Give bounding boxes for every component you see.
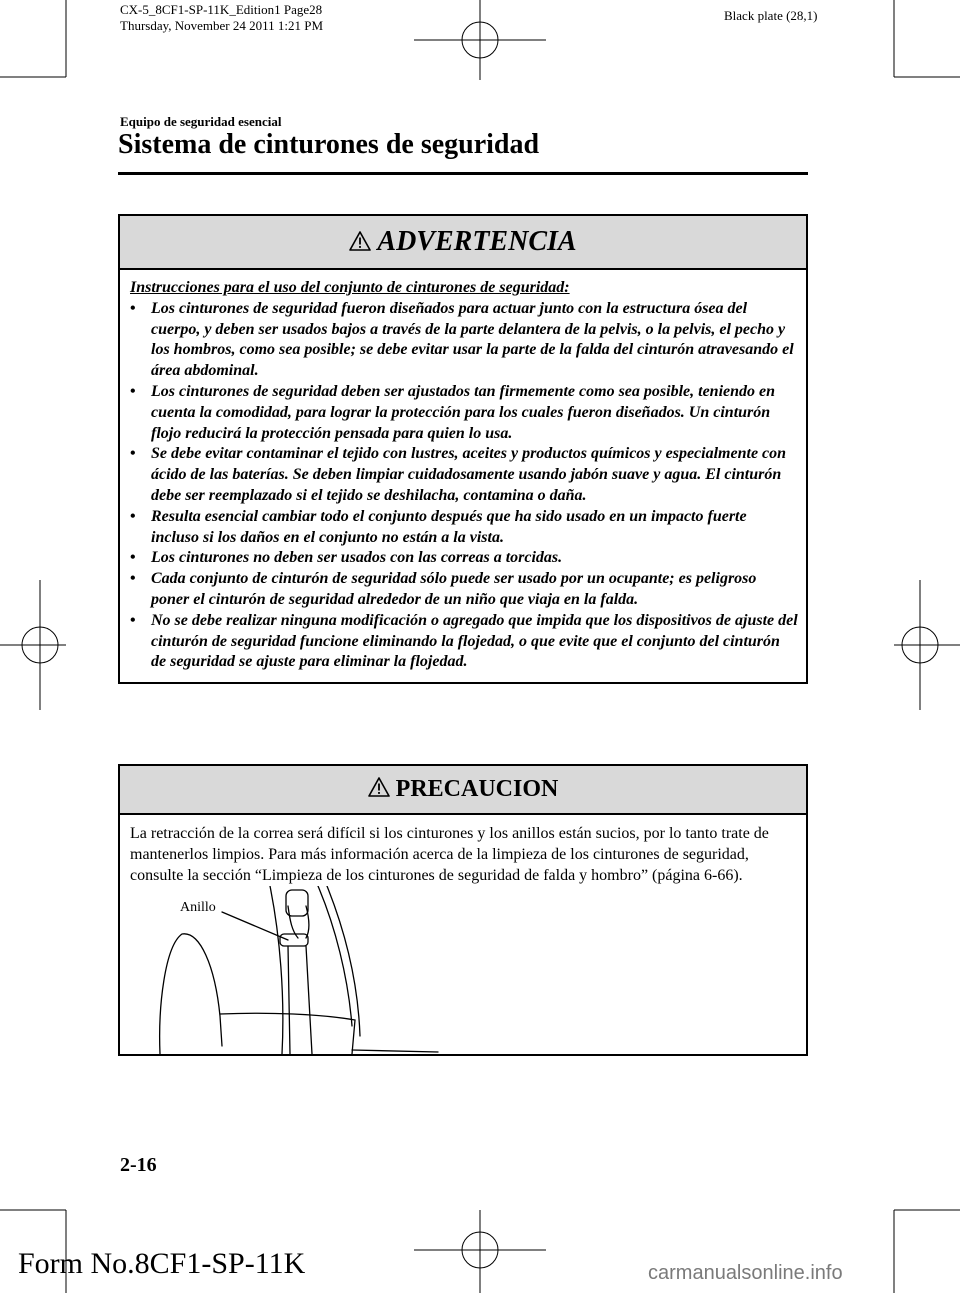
print-metadata-line1: CX-5_8CF1-SP-11K_Edition1 Page28 [120,2,323,17]
caution-text: La retracción de la correa será difícil si los cinturones y los anillos están sucios, por lo tanto trate de mantenerlos limpios. Para más información acerca de la limpieza de los cinturones de seguridad, consulte la sección “Limpieza de los cinturones de seguridad de falda y hombro” (página 6-66). [130,825,769,884]
seatbelt-ring-figure [120,886,798,1054]
figure-label: Anillo [180,900,216,916]
caution-box [118,764,808,1056]
form-number: Form No.8CF1-SP-11K [18,1247,306,1280]
caution-title: PRECAUCION [395,776,559,802]
warning-triangle-icon [368,777,390,797]
watermark: carmanualsonline.info [648,1262,843,1284]
warning-intro: Instrucciones para el uso del conjunto de cinturones de seguridad: [130,279,570,296]
warning-list [130,299,798,673]
warning-box [118,214,808,684]
plate-label: Black plate (28,1) [724,8,818,23]
list-item: • Cada conjunto de cinturón de seguridad sólo puede ser usado por un ocupante; es peligroso poner el cinturón de seguridad alrededor de un niño que viaja en la falda. [130,569,798,611]
warning-triangle-icon [349,231,371,251]
section-title: Equipo de seguridad esencial [120,114,282,129]
seatbelt-illustration [120,886,806,1054]
title-rule [118,172,808,175]
print-metadata [120,2,323,34]
caution-body [120,815,806,1054]
list-item: • Los cinturones no deben ser usados con las correas a torcidas. [130,548,798,569]
print-metadata-line2: Thursday, November 24 2011 1:21 PM [120,18,324,33]
list-item: • No se debe realizar ninguna modificación o agregado que impida que los dispositivos de ajuste del cinturón de seguridad funcione eliminando la flojedad, o que evite que el conjunto del cinturón de seguridad se ajuste para eliminar la flojedad. [130,611,798,673]
warning-header [120,216,806,270]
warning-title: ADVERTENCIA [377,226,577,257]
caution-header [120,766,806,815]
list-item: • Se debe evitar contaminar el tejido con lustres, aceites y productos químicos y especialmente con ácido de las baterías. Se deben limpiar cuidadosamente usando jabón suave y agua. El cinturón debe ser reemplazado si el tejido se deshilacha, contamina o daña. [130,444,798,506]
warning-body [120,270,806,682]
page-number: 2-16 [120,1154,157,1176]
list-item: • Los cinturones de seguridad deben ser ajustados tan firmemente como sea posible, teniendo en cuenta la comodidad, para lograr la protección para los cuales fueron diseñados. Un cinturón flojo reducirá la protección pensada para quien lo usa. [130,382,798,444]
page-title: Sistema de cinturones de seguridad [118,129,540,160]
list-item: • Resulta esencial cambiar todo el conjunto después que ha sido usado en un impacto fuerte incluso si los daños en el conjunto no están a la vista. [130,507,798,549]
list-item: • Los cinturones de seguridad fueron diseñados para actuar junto con la estructura ósea del cuerpo, y deben ser usados bajos a través de la parte delantera de la pelvis, o la pelvis, el pecho y los hombros, como sea posible; se debe evitar usar la parte de la falda del cinturón atravesando el área abdominal. [130,299,798,382]
